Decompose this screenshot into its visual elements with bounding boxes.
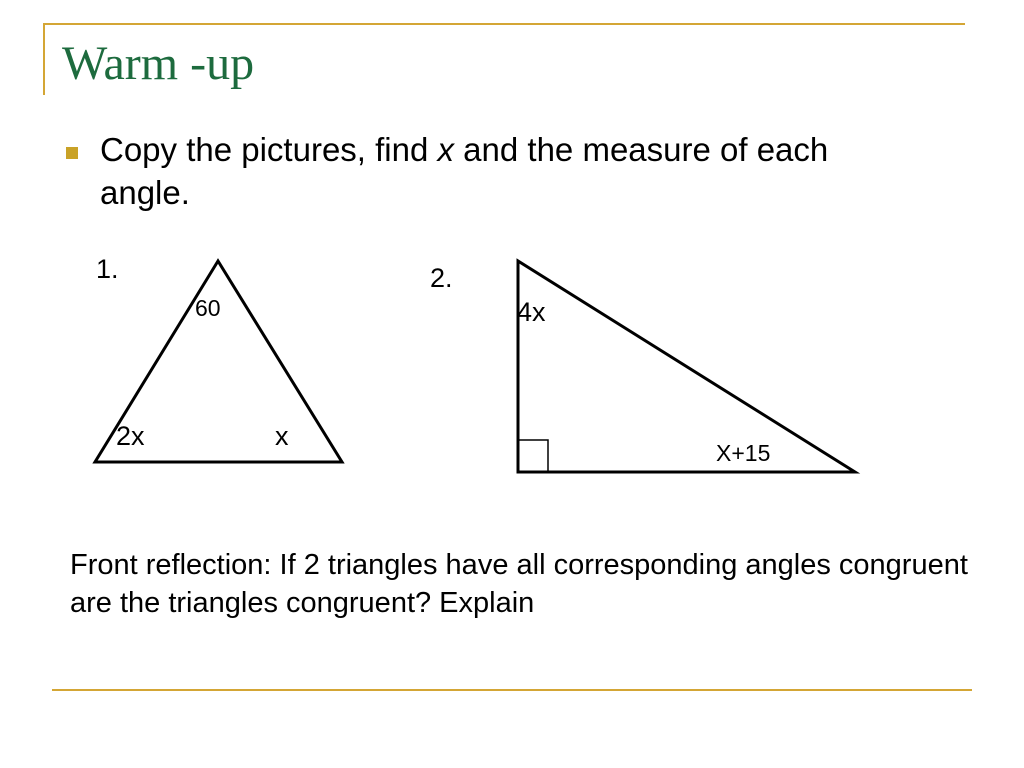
bullet-text-variable: x xyxy=(437,131,455,168)
footer-line xyxy=(52,689,972,691)
problem-1-number: 1. xyxy=(96,254,119,284)
triangle-1-left-angle: 2x xyxy=(116,421,145,451)
slide-title: Warm -up xyxy=(62,37,255,90)
problem-2-number: 2. xyxy=(430,263,453,293)
right-angle-marker xyxy=(518,440,548,472)
triangle-2-bottom-angle: X+15 xyxy=(716,440,771,466)
triangle-1-top-angle: 60 xyxy=(195,295,221,321)
reflection-prompt: Front reflection: If 2 triangles have all corresponding angles congruent are the triangles congruent? Explain xyxy=(70,549,968,619)
bullet-text-before: Copy the pictures, find xyxy=(100,131,438,168)
triangle-1-right-angle: x xyxy=(275,421,289,451)
triangle-2 xyxy=(518,261,855,472)
triangle-2-top-angle: 4x xyxy=(517,297,546,327)
bullet-text-after: and the measure of each angle. xyxy=(100,131,829,211)
